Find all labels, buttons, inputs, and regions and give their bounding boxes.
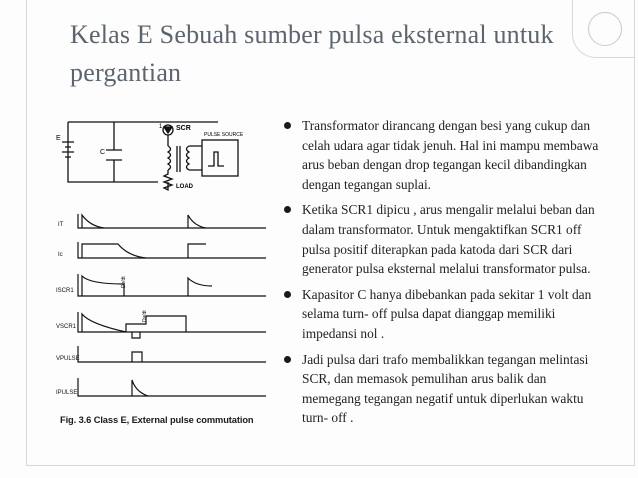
circuit-diagram <box>56 116 270 416</box>
pulse-source-label: PULSE SOURCE <box>204 132 244 138</box>
bullet-icon <box>284 122 291 129</box>
waveform-label-ipulse: IPULSE <box>56 390 78 396</box>
battery-label: E <box>56 135 61 142</box>
waveform-label-it: IT <box>58 222 64 228</box>
waveform-label-vscr: VSCR1 <box>56 324 77 330</box>
load-label: LOAD <box>176 184 193 190</box>
corner-tab <box>572 0 634 58</box>
slide-title: Kelas E Sebuah sumber pulsa eksternal untuk pergantian <box>70 20 554 87</box>
scr-label: SCR <box>176 125 191 132</box>
waveform-label-iscr: ISCR1 <box>56 288 74 294</box>
figure-caption: Fig. 3.6 Class E, External pulse commutation <box>60 415 254 425</box>
bullet-icon <box>284 291 291 298</box>
bullet-icon <box>284 356 291 363</box>
circuit-figure <box>56 116 270 436</box>
bullet-text: Jadi pulsa dari trafo membalikkan tegangan melintasi SCR, dan memasok pemulihan arus balik dan memegang tegangan negatif untuk diperlukan waktu turn- off . <box>302 351 589 426</box>
dvdt-label-1: Dv/dt <box>121 276 127 288</box>
bullet-text: Ketika SCR1 dipicu , arus mengalir melalui beban dan dalam transformator. Untuk mengaktifkan SCR1 off pulsa positif diterapkan pada katoda dari SCR dari generator pulsa eksternal melalui transformator pulsa. <box>302 202 595 277</box>
bullet-text: Kapasitor C hanya dibebankan pada sekitar 1 volt dan selama turn- off pulsa dapat dianggap memiliki impedansi nol . <box>302 286 592 341</box>
bullet-item <box>282 350 600 428</box>
bullet-list <box>282 116 600 434</box>
waveform-label-ic: Ic <box>58 252 63 258</box>
waveform-label-vpulse: VPULSE <box>56 356 80 362</box>
bullet-item <box>282 200 600 278</box>
bullet-item <box>282 285 600 344</box>
page-number-badge <box>588 12 622 46</box>
bullet-item <box>282 116 600 194</box>
capacitor-label: C <box>100 149 106 156</box>
bullet-text: Transformator dirancang dengan besi yang cukup dan celah udara agar tidak jenuh. Hal ini mampu membawa arus beban dengan drop tegangan kecil dibandingkan dengan tegangan suplai. <box>302 118 599 192</box>
scr-number-label: 1 <box>159 124 163 130</box>
bullet-icon <box>284 206 291 213</box>
dvdt-label-2: Dv/dt <box>142 310 148 322</box>
